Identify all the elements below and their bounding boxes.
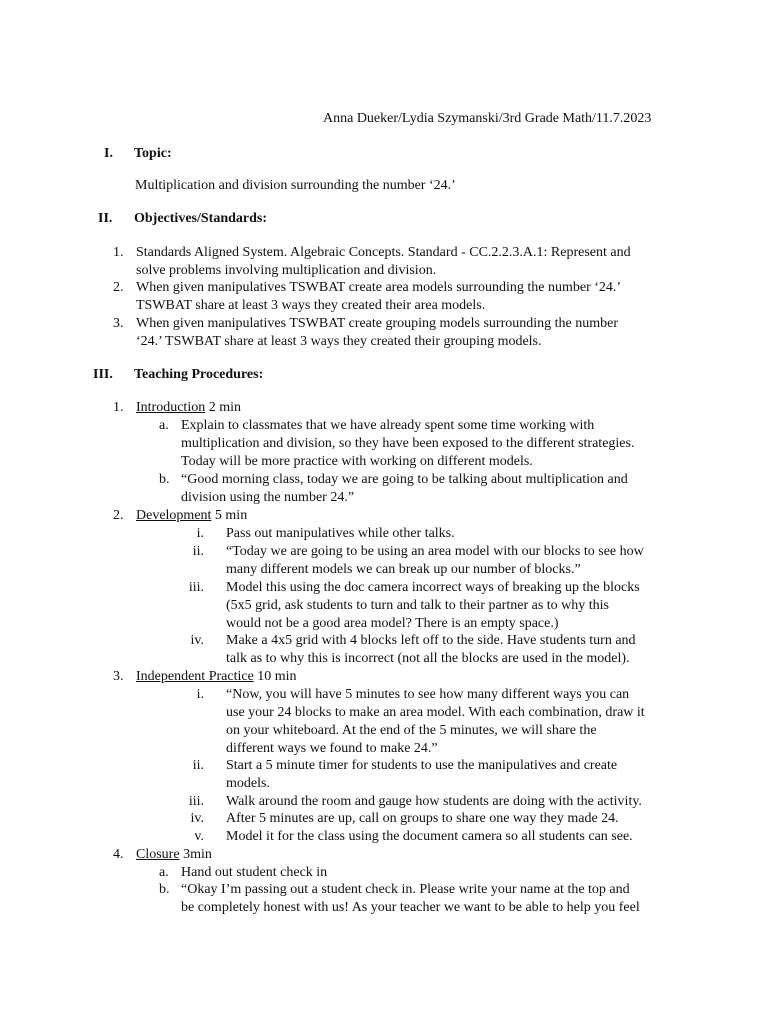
section-heading-objectives: Objectives/Standards:: [134, 211, 267, 226]
sub-item-line: on your whiteboard. At the end of the 5 minutes, we will share the: [226, 723, 597, 738]
objective-line: When given manipulatives TSWBAT create grouping models surrounding the number: [136, 316, 618, 331]
sub-item-line: models.: [226, 776, 270, 791]
sub-item-line: After 5 minutes are up, call on groups to share one way they made 24.: [226, 811, 619, 826]
sub-item-line: Model it for the class using the document camera so all students can see.: [226, 829, 633, 844]
procedure-step-heading: [136, 846, 212, 864]
objective-number: 3.: [113, 316, 124, 331]
document-header: Anna Dueker/Lydia Szymanski/3rd Grade Math/11.7.2023: [323, 111, 652, 126]
sub-item-line: be completely honest with us! As your teacher we want to be able to help you feel: [181, 900, 640, 915]
sub-item-line: “Good morning class, today we are going to be talking about multiplication and: [181, 472, 628, 487]
sub-item-marker: ii.: [192, 758, 204, 773]
procedure-step-title: Closure: [136, 847, 180, 862]
procedure-step-time: 2 min: [205, 400, 241, 415]
procedure-step-number: 2.: [113, 508, 124, 523]
procedure-step-title: Independent Practice: [136, 669, 254, 684]
procedure-step-title: Development: [136, 508, 212, 523]
section-numeral-topic: I.: [104, 146, 113, 161]
sub-item-marker: iii.: [188, 794, 204, 809]
procedure-step-number: 3.: [113, 669, 124, 684]
sub-item-line: Today will be more practice with working on different models.: [181, 454, 533, 469]
objective-number: 2.: [113, 280, 124, 295]
procedure-step-time: 10 min: [253, 669, 297, 684]
objective-line: Standards Aligned System. Algebraic Concepts. Standard - CC.2.2.3.A.1: Represent and: [136, 245, 631, 260]
section-numeral-procedures: III.: [93, 367, 113, 382]
sub-item-marker: a.: [159, 418, 169, 433]
section-heading-topic: Topic:: [134, 146, 172, 161]
sub-item-marker: a.: [159, 865, 169, 880]
topic-text: Multiplication and division surrounding the number ‘24.’: [135, 178, 456, 193]
procedure-step-time: 5 min: [211, 508, 248, 523]
sub-item-line: would not be a good area model? There is an empty space.): [226, 616, 559, 631]
sub-item-line: many different models we can break up our number of blocks.”: [226, 562, 581, 577]
objective-line: When given manipulatives TSWBAT create area models surrounding the number ‘24.’: [136, 280, 622, 295]
procedure-step-heading: [136, 668, 297, 686]
sub-item-marker: iv.: [190, 633, 204, 648]
section-heading-procedures: Teaching Procedures:: [134, 367, 264, 382]
sub-item-line: Start a 5 minute timer for students to use the manipulatives and create: [226, 758, 618, 773]
objective-number: 1.: [113, 245, 124, 260]
objective-line: solve problems involving multiplication and division.: [136, 263, 437, 278]
sub-item-line: “Okay I’m passing out a student check in. Please write your name at the top and: [181, 882, 630, 897]
sub-item-marker: iii.: [188, 580, 204, 595]
procedure-step-heading: [136, 399, 241, 417]
sub-item-line: Hand out student check in: [181, 865, 328, 880]
procedure-step-time: 3min: [179, 847, 212, 862]
sub-item-line: Explain to classmates that we have already spent some time working with: [181, 418, 595, 433]
sub-item-marker: b.: [159, 882, 170, 897]
sub-item-marker: i.: [196, 526, 204, 541]
procedure-step-number: 1.: [113, 400, 124, 415]
sub-item-marker: ii.: [192, 544, 204, 559]
sub-item-line: different ways we found to make 24.”: [226, 741, 438, 756]
sub-item-line: (5x5 grid, ask students to turn and talk to their partner as to why this: [226, 598, 609, 613]
sub-item-marker: b.: [159, 472, 170, 487]
procedure-step-number: 4.: [113, 847, 124, 862]
sub-item-line: “Now, you will have 5 minutes to see how many different ways you can: [226, 687, 630, 702]
sub-item-line: talk as to why this is incorrect (not all the blocks are used in the model).: [226, 651, 630, 666]
procedure-step-title: Introduction: [136, 400, 206, 415]
sub-item-line: use your 24 blocks to make an area model. With each combination, draw it: [226, 705, 645, 720]
sub-item-line: division using the number 24.”: [181, 490, 355, 505]
sub-item-marker: iv.: [190, 811, 204, 826]
procedure-step-heading: [136, 507, 247, 525]
sub-item-line: “Today we are going to be using an area model with our blocks to see how: [226, 544, 644, 559]
objective-line: TSWBAT share at least 3 ways they created their area models.: [136, 298, 486, 313]
sub-item-line: Pass out manipulatives while other talks.: [226, 526, 455, 541]
section-numeral-objectives: II.: [98, 211, 113, 226]
sub-item-marker: i.: [196, 687, 204, 702]
objective-line: ‘24.’ TSWBAT share at least 3 ways they created their grouping models.: [136, 334, 542, 349]
sub-item-line: Model this using the doc camera incorrect ways of breaking up the blocks: [226, 580, 640, 595]
sub-item-marker: v.: [194, 829, 204, 844]
sub-item-line: Make a 4x5 grid with 4 blocks left off to the side. Have students turn and: [226, 633, 636, 648]
sub-item-line: Walk around the room and gauge how students are doing with the activity.: [226, 794, 642, 809]
sub-item-line: multiplication and division, so they have been exposed to the different strategies.: [181, 436, 635, 451]
